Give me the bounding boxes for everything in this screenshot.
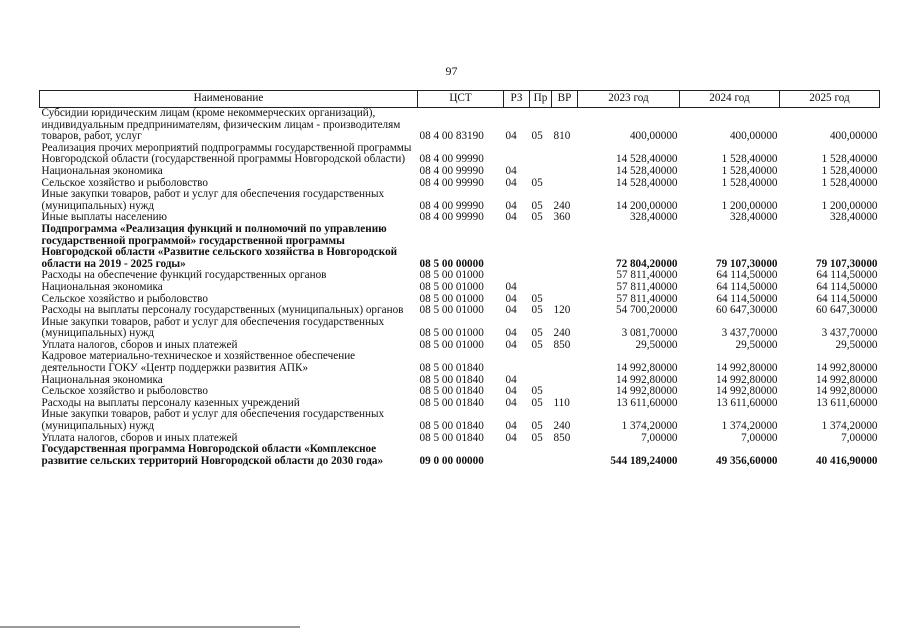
table-row (40, 224, 880, 270)
budget-table (39, 90, 880, 467)
header-2025: 2025 год (780, 91, 880, 108)
header-code: ЦСТ (418, 91, 504, 108)
row-2024-value: 1 528,40000 (721, 176, 778, 189)
row-2023-value: 14 528,40000 (615, 176, 678, 189)
row-2025-value: 3 437,70000 (821, 327, 878, 340)
row-pr (530, 143, 552, 166)
row-rz (504, 444, 530, 467)
row-rz (504, 224, 530, 270)
row-code: 08 5 00 01000 (419, 338, 484, 351)
row-pr: 05 (531, 431, 543, 444)
row-2025-value: 1 374,20000 (821, 420, 878, 433)
row-vr: 850 (553, 431, 571, 444)
row-2024-value: 29,50000 (735, 338, 778, 351)
row-2025-value: 64 114,50000 (816, 269, 878, 282)
row-vr (552, 351, 578, 374)
row-vr (552, 143, 578, 166)
row-2023-value: 14 528,40000 (615, 153, 678, 166)
row-2024-value: 14 992,80000 (715, 385, 778, 398)
row-vr: 810 (553, 130, 571, 143)
row-code: 08 5 00 01840 (419, 431, 484, 444)
row-2025-value: 79 107,30000 (815, 257, 878, 270)
footer-rule (0, 626, 300, 628)
table-row (40, 444, 880, 467)
row-2023-value: 54 700,20000 (615, 304, 678, 317)
row-2025-value: 1 528,40000 (821, 153, 878, 166)
row-name: Национальная экономика (41, 373, 163, 386)
row-code: 08 5 00 01840 (419, 385, 484, 398)
row-pr: 05 (531, 385, 543, 398)
row-pr: 05 (531, 292, 543, 305)
row-name: Уплата налогов, сборов и иных платежей (41, 338, 238, 351)
row-vr: 360 (553, 211, 571, 224)
row-2024-value: 13 611,60000 (716, 396, 778, 409)
row-rz: 04 (505, 420, 517, 433)
row-2024-value: 7,00000 (741, 431, 778, 444)
row-pr (530, 224, 552, 270)
row-2023-value: 1 374,20000 (621, 420, 678, 433)
row-pr: 05 (531, 304, 543, 317)
row-2023-value: 14 200,00000 (615, 199, 678, 212)
table-row (40, 143, 880, 166)
row-rz: 04 (505, 211, 517, 224)
page-number: 97 (445, 64, 458, 78)
row-2024-value: 49 356,60000 (715, 454, 778, 467)
row-2023-value: 7,00000 (641, 431, 678, 444)
row-vr: 240 (553, 327, 571, 340)
header-2024: 2024 год (680, 91, 780, 108)
row-2023-value: 72 804,20000 (615, 257, 678, 270)
row-2023-value: 328,40000 (629, 211, 678, 224)
row-pr: 05 (531, 176, 543, 189)
row-2025-value: 13 611,60000 (816, 396, 878, 409)
row-name: Иные закупки товаров, работ и услуг для обеспечения государственных (муниципальных) нужд (41, 188, 385, 212)
row-rz: 04 (505, 176, 517, 189)
row-pr (530, 166, 552, 178)
table-row (40, 409, 880, 432)
row-code: 09 0 00 00000 (419, 454, 484, 467)
row-vr: 120 (553, 304, 571, 317)
row-2023-value: 13 611,60000 (616, 396, 678, 409)
row-2023-value: 14 992,80000 (615, 373, 678, 386)
row-name: Сельское хозяйство и рыболовство (41, 176, 208, 189)
row-2025-value: 60 647,30000 (815, 304, 878, 317)
row-2025-value: 400,00000 (829, 130, 878, 143)
row-2024-value: 64 114,50000 (716, 292, 778, 305)
row-2024-value: 79 107,30000 (715, 257, 778, 270)
table-header-row (40, 91, 880, 108)
row-2025-value: 14 992,80000 (815, 373, 878, 386)
row-code: 08 4 00 99990 (419, 153, 484, 166)
row-rz (504, 351, 530, 374)
row-2024-value: 400,00000 (729, 130, 778, 143)
row-pr: 05 (531, 420, 543, 433)
row-2023-value: 3 081,70000 (621, 327, 678, 340)
row-2024-value: 64 114,50000 (716, 280, 778, 293)
row-2025-value: 14 992,80000 (815, 385, 878, 398)
row-2024-value: 1 200,00000 (721, 199, 778, 212)
row-name: Национальная экономика (41, 280, 163, 293)
row-name: Иные закупки товаров, работ и услуг для обеспечения государственных (муниципальных) нужд (41, 408, 385, 433)
row-rz: 04 (505, 130, 517, 143)
table-row (40, 282, 880, 294)
row-pr: 05 (531, 211, 543, 224)
row-2024-value: 1 528,40000 (721, 164, 778, 177)
row-code: 08 5 00 01000 (419, 304, 484, 317)
table-body (40, 108, 880, 468)
row-2023-value: 57 811,40000 (616, 280, 678, 293)
row-name: Субсидии юридическим лицам (кроме некоммерческих организаций), индивидуальным предпринимателям, физическим лицам - производителям товаров, работ, услуг (41, 107, 401, 143)
row-pr: 05 (531, 327, 543, 340)
header-rz: РЗ (504, 91, 530, 108)
row-pr (530, 282, 552, 294)
row-rz: 04 (505, 385, 517, 398)
row-2024-value: 1 528,40000 (721, 153, 778, 166)
row-code: 08 5 00 00000 (419, 257, 484, 270)
table-row (40, 108, 880, 143)
row-name: Иные закупки товаров, работ и услуг для обеспечения государственных (муниципальных) нужд (41, 315, 385, 340)
header-pr: Пр (530, 91, 552, 108)
row-name: Иные выплаты населению (41, 211, 167, 224)
row-name: Государственная программа Новгородской области «Комплексное развитие сельских территорий Новгородской области до 2030 года» (41, 443, 384, 467)
row-2023-value: 544 189,24000 (610, 454, 678, 467)
row-rz: 04 (505, 292, 517, 305)
row-name: Расходы на обеспечение функций государственных органов (41, 269, 327, 282)
row-code: 08 5 00 01840 (419, 396, 484, 409)
row-name: Реализация прочих мероприятий подпрограммы государственной программы Новгородской области (государственной программы Новгородской области) (41, 141, 412, 166)
row-rz: 04 (505, 280, 517, 293)
header-name: Наименование (40, 91, 418, 108)
table-row (40, 166, 880, 178)
row-2025-value: 64 114,50000 (816, 292, 878, 305)
row-2023-value: 14 528,40000 (615, 164, 678, 177)
row-2023-value: 400,00000 (629, 130, 678, 143)
row-vr (552, 444, 578, 467)
row-pr: 05 (531, 130, 543, 143)
row-name: Национальная экономика (41, 164, 163, 177)
row-2023-value: 14 992,80000 (615, 362, 678, 375)
row-vr: 110 (553, 396, 570, 409)
row-rz: 04 (505, 431, 517, 444)
row-2023-value: 57 811,40000 (616, 269, 678, 282)
row-pr (530, 270, 552, 282)
row-code: 08 4 00 99990 (419, 211, 484, 224)
row-code: 08 5 00 01000 (419, 269, 484, 282)
row-code: 08 5 00 01000 (419, 327, 484, 340)
row-rz: 04 (505, 327, 517, 340)
row-pr: 05 (531, 338, 543, 351)
row-code: 08 5 00 01840 (419, 420, 484, 433)
row-2024-value: 14 992,80000 (715, 362, 778, 375)
row-2024-value: 14 992,80000 (715, 373, 778, 386)
row-code: 08 5 00 01000 (419, 292, 484, 305)
row-name: Расходы на выплаты персоналу государственных (муниципальных) органов (41, 304, 404, 317)
header-vr: ВР (552, 91, 578, 108)
row-rz: 04 (505, 304, 517, 317)
row-code: 08 5 00 01000 (419, 280, 484, 293)
row-rz: 04 (505, 199, 517, 212)
row-2025-value: 7,00000 (841, 431, 878, 444)
row-2025-value: 64 114,50000 (816, 280, 878, 293)
row-pr (530, 444, 552, 467)
row-2025-value: 1 528,40000 (821, 164, 878, 177)
row-2025-value: 328,40000 (829, 211, 878, 224)
row-code: 08 5 00 01840 (419, 373, 484, 386)
row-name: Сельское хозяйство и рыболовство (41, 292, 208, 305)
row-2023-value: 14 992,80000 (615, 385, 678, 398)
row-pr: 05 (531, 199, 543, 212)
row-2025-value: 29,50000 (835, 338, 878, 351)
table-row (40, 189, 880, 212)
row-2025-value: 1 200,00000 (821, 199, 878, 212)
row-pr: 05 (531, 396, 543, 409)
row-code: 08 4 00 99990 (419, 176, 484, 189)
row-name: Сельское хозяйство и рыболовство (41, 385, 208, 398)
row-2024-value: 60 647,30000 (715, 304, 778, 317)
row-name: Расходы на выплаты персоналу казенных учреждений (41, 396, 300, 409)
row-2025-value: 40 416,90000 (815, 454, 878, 467)
row-name: Уплата налогов, сборов и иных платежей (41, 431, 238, 444)
row-vr (552, 224, 578, 270)
row-2024-value: 64 114,50000 (716, 269, 778, 282)
row-code: 08 4 00 99990 (419, 199, 484, 212)
row-vr (552, 375, 578, 387)
row-2025-value: 1 528,40000 (821, 176, 878, 189)
row-vr: 240 (553, 420, 571, 433)
row-name: Подпрограмма «Реализация функций и полномочий по управлению государственной программой» государственной программы Новгородской области «Развитие сельского хозяйства в Новгородской области на 2019 - 2025 годы» (41, 222, 398, 270)
row-2025-value: 14 992,80000 (815, 362, 878, 375)
row-2024-value: 1 374,20000 (721, 420, 778, 433)
table-row (40, 305, 880, 317)
row-code: 08 4 00 99990 (419, 164, 484, 177)
row-vr: 240 (553, 199, 571, 212)
row-2023-value: 57 811,40000 (616, 292, 678, 305)
row-vr: 850 (553, 338, 571, 351)
row-2023-value: 29,50000 (635, 338, 678, 351)
row-rz: 04 (505, 396, 517, 409)
row-rz: 04 (505, 338, 517, 351)
table-row (40, 351, 880, 374)
row-rz: 04 (505, 373, 517, 386)
row-pr (530, 351, 552, 374)
row-code: 08 4 00 83190 (419, 130, 484, 143)
row-name: Кадровое материально-техническое и хозяйственное обеспечение деятельности ГОКУ «Центр поддержки развития АПК» (41, 350, 356, 375)
header-2023: 2023 год (578, 91, 680, 108)
table-row (40, 317, 880, 340)
row-vr (552, 178, 578, 190)
row-vr (552, 282, 578, 294)
row-rz: 04 (505, 164, 517, 177)
row-2024-value: 3 437,70000 (721, 327, 778, 340)
row-vr (552, 270, 578, 282)
row-2024-value: 328,40000 (729, 211, 778, 224)
row-rz (504, 143, 530, 166)
row-code: 08 5 00 01840 (419, 362, 484, 375)
row-vr (552, 166, 578, 178)
